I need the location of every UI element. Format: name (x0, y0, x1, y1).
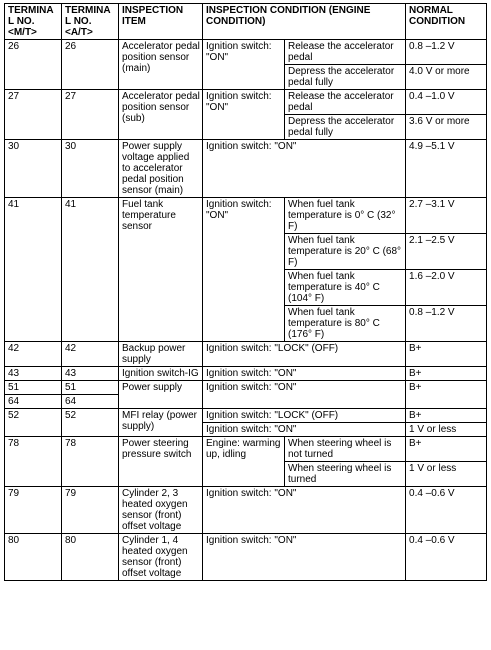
sub-condition-cell: Depress the accelerator pedal fully (285, 115, 406, 140)
table-row (5, 342, 487, 367)
condition-cell: Ignition switch: "ON" (203, 198, 285, 342)
terminal-at-cell: 26 (62, 40, 119, 90)
inspection-item-cell: Cylinder 1, 4 heated oxygen sensor (front) offset voltage (119, 534, 203, 581)
condition-cell: Ignition switch: "ON" (203, 381, 406, 409)
terminal-mt-cell: 79 (5, 487, 62, 534)
condition-cell: Ignition switch: "ON" (203, 40, 285, 90)
inspection-item-cell: Ignition switch-IG (119, 367, 203, 381)
terminal-at-cell: 43 (62, 367, 119, 381)
normal-value-cell: 0.8 –1.2 V (406, 40, 487, 65)
terminal-at-cell: 30 (62, 140, 119, 198)
table-row (5, 367, 487, 381)
inspection-item-cell: Power supply (119, 381, 203, 409)
header-inspection-condition: INSPECTION CONDITION (ENGINE CONDITION) (203, 4, 406, 40)
sub-condition-cell: Release the accelerator pedal (285, 40, 406, 65)
condition-cell: Ignition switch: "LOCK" (OFF) (203, 409, 406, 423)
sub-condition-cell: When fuel tank temperature is 80° C (176° F) (285, 306, 406, 342)
header-row (5, 4, 487, 40)
terminal-at-cell: 79 (62, 487, 119, 534)
table-row (5, 534, 487, 581)
condition-cell: Ignition switch: "ON" (203, 423, 406, 437)
table-row (5, 381, 487, 395)
sub-condition-cell: When steering wheel is not turned (285, 437, 406, 462)
table-row (5, 437, 487, 462)
terminal-mt-cell: 27 (5, 90, 62, 140)
terminal-at-cell: 42 (62, 342, 119, 367)
table-row (5, 90, 487, 115)
condition-cell: Ignition switch: "ON" (203, 90, 285, 140)
normal-value-cell: 0.4 –0.6 V (406, 487, 487, 534)
terminal-at-cell: 64 (62, 395, 119, 409)
normal-value-cell: B+ (406, 381, 487, 409)
sub-condition-cell: When fuel tank temperature is 0° C (32° F) (285, 198, 406, 234)
inspection-item-cell: Power supply voltage applied to accelerator pedal position sensor (main) (119, 140, 203, 198)
terminal-mt-cell: 80 (5, 534, 62, 581)
normal-value-cell: 1 V or less (406, 462, 487, 487)
table-row (5, 409, 487, 423)
sub-condition-cell: When fuel tank temperature is 40° C (104° F) (285, 270, 406, 306)
sub-condition-cell: When fuel tank temperature is 20° C (68° F) (285, 234, 406, 270)
normal-value-cell: B+ (406, 409, 487, 423)
normal-value-cell: 2.7 –3.1 V (406, 198, 487, 234)
terminal-mt-cell: 26 (5, 40, 62, 90)
sub-condition-cell: Depress the accelerator pedal fully (285, 65, 406, 90)
table-row (5, 40, 487, 65)
terminal-mt-cell: 52 (5, 409, 62, 437)
normal-value-cell: 4.9 –5.1 V (406, 140, 487, 198)
normal-value-cell: 0.4 –1.0 V (406, 90, 487, 115)
terminal-mt-cell: 43 (5, 367, 62, 381)
header-normal-condition: NORMAL CONDITION (406, 4, 487, 40)
terminal-at-cell: 27 (62, 90, 119, 140)
terminal-mt-cell: 51 (5, 381, 62, 395)
normal-value-cell: 3.6 V or more (406, 115, 487, 140)
inspection-table (4, 3, 487, 581)
normal-value-cell: 0.4 –0.6 V (406, 534, 487, 581)
terminal-mt-cell: 64 (5, 395, 62, 409)
terminal-at-cell: 78 (62, 437, 119, 487)
inspection-item-cell: Power steering pressure switch (119, 437, 203, 487)
inspection-item-cell: Accelerator pedal position sensor (main) (119, 40, 203, 90)
inspection-item-cell: Cylinder 2, 3 heated oxygen sensor (front) offset voltage (119, 487, 203, 534)
normal-value-cell: 0.8 –1.2 V (406, 306, 487, 342)
condition-cell: Engine: warming up, idling (203, 437, 285, 487)
terminal-at-cell: 41 (62, 198, 119, 342)
header-terminal-mt: TERMINAL NO. <M/T> (5, 4, 62, 40)
inspection-item-cell: MFI relay (power supply) (119, 409, 203, 437)
condition-cell: Ignition switch: "ON" (203, 367, 406, 381)
normal-value-cell: 1.6 –2.0 V (406, 270, 487, 306)
inspection-item-cell: Backup power supply (119, 342, 203, 367)
normal-value-cell: B+ (406, 367, 487, 381)
terminal-at-cell: 52 (62, 409, 119, 437)
table-row (5, 198, 487, 234)
normal-value-cell: 4.0 V or more (406, 65, 487, 90)
table-row (5, 140, 487, 198)
table-row (5, 487, 487, 534)
normal-value-cell: 2.1 –2.5 V (406, 234, 487, 270)
inspection-item-cell: Fuel tank temperature sensor (119, 198, 203, 342)
condition-cell: Ignition switch: "LOCK" (OFF) (203, 342, 406, 367)
terminal-at-cell: 80 (62, 534, 119, 581)
terminal-mt-cell: 41 (5, 198, 62, 342)
document-page (4, 3, 487, 581)
header-inspection-item: INSPECTION ITEM (119, 4, 203, 40)
header-terminal-at: TERMINAL NO. <A/T> (62, 4, 119, 40)
normal-value-cell: 1 V or less (406, 423, 487, 437)
normal-value-cell: B+ (406, 437, 487, 462)
terminal-at-cell: 51 (62, 381, 119, 395)
terminal-mt-cell: 42 (5, 342, 62, 367)
condition-cell: Ignition switch: "ON" (203, 487, 406, 534)
inspection-item-cell: Accelerator pedal position sensor (sub) (119, 90, 203, 140)
condition-cell: Ignition switch: "ON" (203, 140, 406, 198)
sub-condition-cell: When steering wheel is turned (285, 462, 406, 487)
normal-value-cell: B+ (406, 342, 487, 367)
terminal-mt-cell: 78 (5, 437, 62, 487)
terminal-mt-cell: 30 (5, 140, 62, 198)
condition-cell: Ignition switch: "ON" (203, 534, 406, 581)
sub-condition-cell: Release the accelerator pedal (285, 90, 406, 115)
